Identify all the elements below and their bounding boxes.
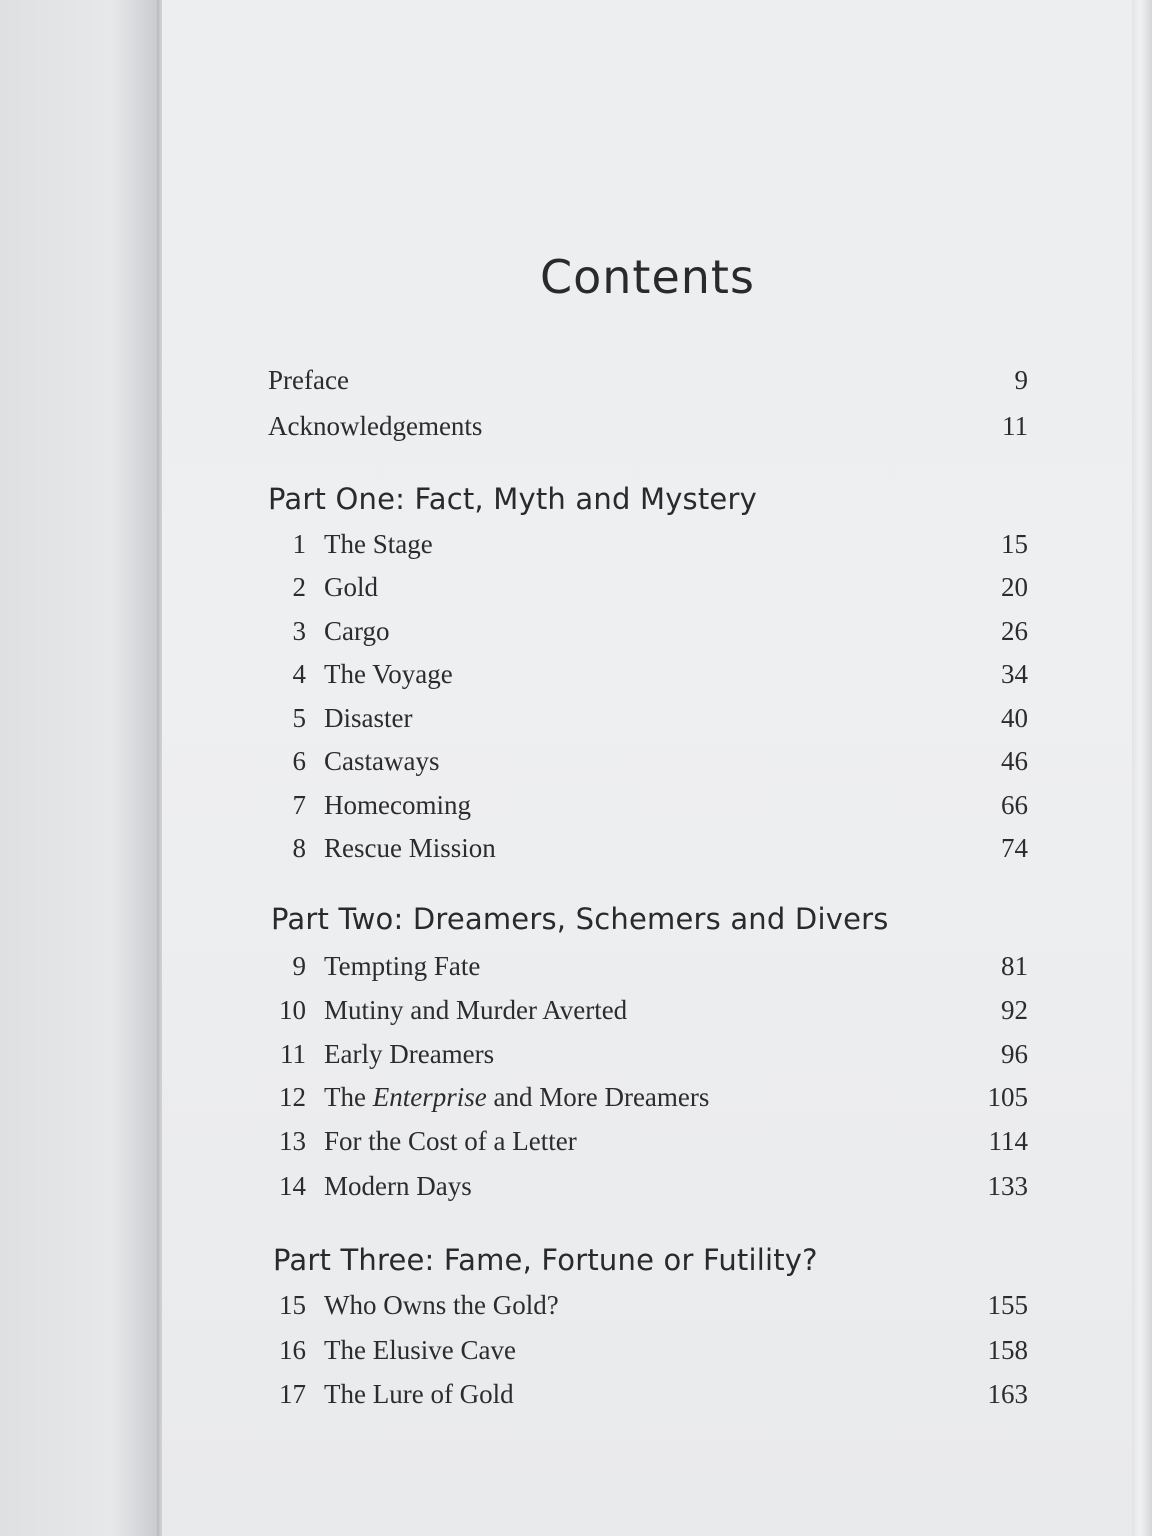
chapter-title: Modern Days: [324, 1171, 472, 1201]
chapter-page: 163: [987, 1379, 1028, 1409]
chapter-number: 12: [279, 1082, 306, 1112]
chapter-number: 15: [279, 1290, 306, 1320]
entry-title: Acknowledgements: [268, 411, 483, 441]
chapter-page: 20: [1001, 572, 1028, 602]
chapter-number: 5: [292, 703, 306, 733]
toc-chapter: [268, 659, 1028, 699]
chapter-number: 2: [292, 572, 306, 602]
toc-chapter: [268, 1039, 1028, 1079]
chapter-page: 66: [1001, 790, 1028, 820]
toc-chapter: [268, 1126, 1028, 1166]
chapter-title: [324, 1082, 709, 1113]
entry-page: 11: [1002, 411, 1028, 441]
chapter-title: The Lure of Gold: [324, 1379, 514, 1409]
chapter-title: Homecoming: [324, 790, 471, 820]
chapter-title-post: and More Dreamers: [486, 1082, 710, 1112]
part-heading: Part One: Fact, Myth and Mystery: [268, 482, 757, 516]
chapter-number: 4: [292, 659, 306, 689]
chapter-title: Gold: [324, 572, 378, 602]
toc-chapter: [268, 616, 1028, 656]
ship-name-italic: Enterprise: [372, 1082, 487, 1112]
chapter-page: 114: [988, 1126, 1028, 1156]
chapter-number: 11: [280, 1039, 306, 1069]
chapter-title: The Stage: [324, 529, 433, 559]
toc-entry-acknowledgements: [268, 411, 1028, 451]
chapter-page: 46: [1001, 746, 1028, 776]
chapter-number: 9: [292, 951, 306, 981]
chapter-title-pre: The: [324, 1082, 373, 1112]
chapter-page: 26: [1001, 616, 1028, 646]
toc-chapter: [268, 995, 1028, 1035]
toc-chapter: [268, 1171, 1028, 1211]
chapter-title: Rescue Mission: [324, 833, 496, 863]
page-title: Contents: [540, 250, 755, 304]
facing-page: [0, 0, 160, 1536]
chapter-number: 8: [292, 833, 306, 863]
toc-entry-preface: [268, 365, 1028, 405]
page-edge: [1132, 0, 1152, 1536]
chapter-page: 81: [1001, 951, 1028, 981]
part-heading: Part Two: Dreamers, Schemers and Divers: [271, 902, 889, 936]
toc-chapter: [268, 833, 1028, 873]
chapter-number: 13: [279, 1126, 306, 1156]
chapter-page: 34: [1001, 659, 1028, 689]
toc-chapter: [268, 746, 1028, 786]
entry-page: 9: [1014, 365, 1028, 395]
chapter-number: 17: [279, 1379, 306, 1409]
chapter-title: Castaways: [324, 746, 440, 776]
chapter-page: 105: [987, 1082, 1028, 1112]
part-heading: Part Three: Fame, Fortune or Futility?: [273, 1243, 818, 1277]
toc-chapter: [268, 572, 1028, 612]
chapter-title: Early Dreamers: [324, 1039, 495, 1069]
chapter-title: The Elusive Cave: [324, 1335, 516, 1365]
chapter-number: 10: [279, 995, 306, 1025]
chapter-title: For the Cost of a Letter: [324, 1126, 577, 1156]
chapter-title: Mutiny and Murder Averted: [324, 995, 628, 1025]
toc-chapter: [268, 529, 1028, 569]
chapter-page: 40: [1001, 703, 1028, 733]
chapter-title: Cargo: [324, 616, 390, 646]
chapter-page: 15: [1001, 529, 1028, 559]
chapter-page: 133: [987, 1171, 1028, 1201]
chapter-page: 155: [987, 1290, 1028, 1320]
chapter-page: 92: [1001, 995, 1028, 1025]
toc-chapter: [268, 790, 1028, 830]
chapter-title: Tempting Fate: [324, 951, 481, 981]
chapter-title: Disaster: [324, 703, 413, 733]
toc-chapter: [268, 1335, 1028, 1375]
toc-chapter: [268, 1379, 1028, 1419]
chapter-number: 6: [292, 746, 306, 776]
toc-chapter: [268, 1082, 1028, 1122]
chapter-number: 1: [292, 529, 306, 559]
toc-chapter: [268, 703, 1028, 743]
entry-title: Preface: [268, 365, 349, 395]
chapter-page: 96: [1001, 1039, 1028, 1069]
chapter-number: 3: [292, 616, 306, 646]
chapter-page: 158: [987, 1335, 1028, 1365]
toc-chapter: [268, 1290, 1028, 1330]
chapter-number: 16: [279, 1335, 306, 1365]
chapter-title: The Voyage: [324, 659, 453, 689]
chapter-title: Who Owns the Gold?: [324, 1290, 559, 1320]
chapter-page: 74: [1001, 833, 1028, 863]
chapter-number: 14: [279, 1171, 306, 1201]
chapter-number: 7: [292, 790, 306, 820]
toc-chapter: [268, 951, 1028, 991]
